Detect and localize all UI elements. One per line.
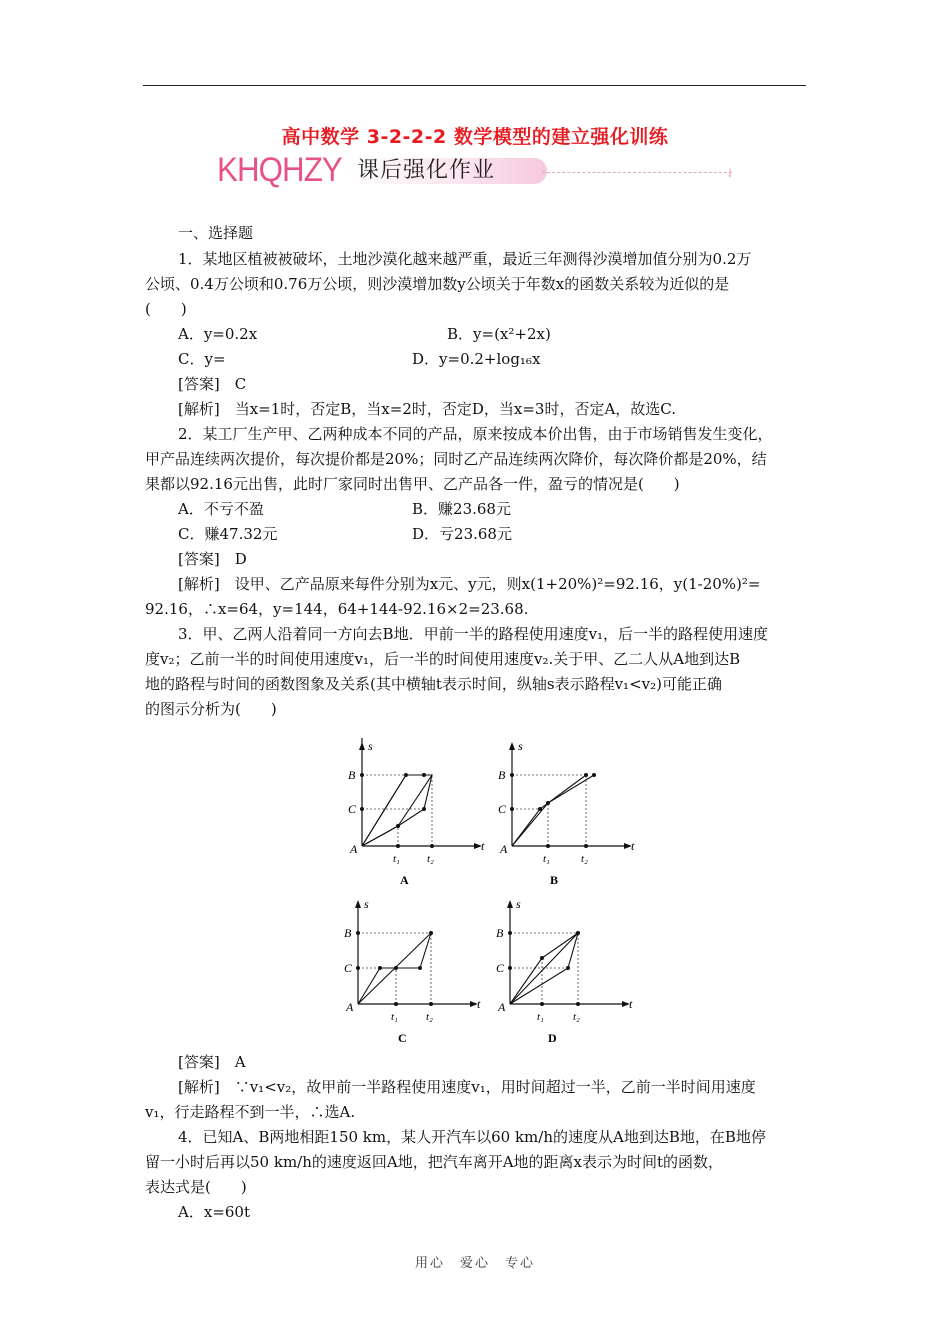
banner (217, 150, 737, 192)
q3-line2: 度v₂；乙前一半的时间使用速度v₁，后一半的时间使用速度v₂.关于甲、乙二人从A地到达B (145, 650, 741, 668)
q1-line2: 公顷、0.4万公顷和0.76万公顷，则沙漠增加数y公顷关于年数x的函数关系较为近似的是 (145, 275, 730, 293)
q4-line3: 表达式是( ) (145, 1178, 247, 1196)
header-rule (143, 85, 806, 86)
axis-t-label: t (629, 997, 633, 1011)
banner-dashed-line (542, 172, 732, 173)
q1-option-c: C．y= (178, 350, 226, 368)
label-a: A (346, 1000, 354, 1014)
caption-a: A (400, 873, 409, 886)
label-a: A (498, 1000, 506, 1014)
graph-b (490, 738, 640, 886)
caption-d: D (548, 1031, 557, 1044)
label-b: B (348, 768, 356, 782)
page-footer: 用心 爱心 专心 (414, 1256, 535, 1271)
q2-option-c: C．赚47.32元 (178, 525, 278, 543)
q2-answer: [答案] D (178, 550, 247, 568)
axis-s-label: s (516, 897, 521, 911)
axis-s-label: s (368, 739, 373, 753)
down-arrow-icon: ↓ (725, 166, 736, 180)
q2-analysis-line1: [解析] 设甲、乙产品原来每件分别为x元、y元，则x(1+20%)²=92.16，y(1-20%)²= (178, 575, 761, 593)
label-a: A (350, 842, 358, 856)
label-t1: t₁ (537, 1011, 544, 1023)
q2-line1: 2．某工厂生产甲、乙两种成本不同的产品，原来按成本价出售，由于市场销售发生变化， (178, 425, 773, 443)
q3-analysis-line2: v₁，行走路程不到一半，∴选A. (145, 1103, 356, 1121)
axis-s-label: s (364, 897, 369, 911)
q1-option-b: B．y=(x²+2x) (447, 325, 551, 343)
q2-option-d: D．亏23.68元 (412, 525, 512, 543)
graph-c (336, 896, 486, 1044)
graph-a (340, 738, 490, 886)
graph-d (488, 896, 638, 1044)
axis-t-label: t (481, 839, 485, 853)
q3-line3: 地的路程与时间的函数图象及关系(其中横轴t表示时间，纵轴s表示路程v₁<v₂)可能正确 (145, 675, 722, 693)
q2-option-a: A．不亏不盈 (178, 500, 264, 518)
label-c: C (348, 802, 357, 816)
q1-answer: [答案] C (178, 375, 247, 393)
q3-line1: 3．甲、乙两人沿着同一方向去B地．甲前一半的路程使用速度v₁，后一半的路程使用速度 (178, 625, 769, 643)
q2-line3: 果都以92.16元出售，此时厂家同时出售甲、乙产品各一件，盈亏的情况是( ) (145, 475, 680, 493)
q2-option-b: B．赚23.68元 (412, 500, 511, 518)
label-t1: t₁ (543, 853, 550, 865)
label-t2: t₂ (426, 1011, 433, 1023)
q3-line4: 的图示分析为( ) (145, 700, 277, 718)
label-a: A (500, 842, 508, 856)
axis-s-label: s (518, 739, 523, 753)
q4-line1: 4．已知A、B两地相距150 km，某人开汽车以60 km/h的速度从A地到达B地，在B地停 (178, 1128, 766, 1146)
q1-line1: 1．某地区植被被破坏，土地沙漠化越来越严重，最近三年测得沙漠增加值分别为0.2万 (178, 250, 752, 268)
label-c: C (498, 802, 507, 816)
caption-c: C (398, 1031, 407, 1044)
axis-t-label: t (477, 997, 481, 1011)
q3-answer: [答案] A (178, 1053, 246, 1071)
q4-option-a: A．x=60t (178, 1203, 250, 1221)
q3-analysis-line1: [解析] ∵v₁<v₂，故甲前一半路程使用速度v₁，用时间超过一半，乙前一半时间用速度 (178, 1078, 756, 1096)
label-t2: t₂ (573, 1011, 580, 1023)
label-b: B (344, 926, 352, 940)
caption-b: B (550, 873, 559, 886)
q2-line2: 甲产品连续两次提价，每次提价都是20%；同时乙产品连续两次降价，每次降价都是20%，结 (145, 450, 767, 468)
q1-option-d: D．y=0.2+log₁₆x (412, 350, 541, 368)
label-t1: t₁ (391, 1011, 398, 1023)
q4-line2: 留一小时后再以50 km/h的速度返回A地，把汽车离开A地的距离x表示为时间t的函数， (145, 1153, 724, 1171)
q1-line3: ( ) (145, 300, 187, 318)
q2-analysis-line2: 92.16，∴x=64，y=144，64+144-92.16×2=23.68. (145, 600, 529, 618)
label-t1: t₁ (393, 853, 400, 865)
label-b: B (496, 926, 504, 940)
banner-logo: KHQHZY (217, 151, 342, 189)
banner-subtitle: 课后强化作业 (357, 158, 496, 183)
label-t2: t₂ (581, 853, 588, 865)
q1-option-a: A．y=0.2x (178, 325, 258, 343)
label-c: C (344, 961, 353, 975)
label-c: C (496, 961, 505, 975)
page-title: 高中数学 3-2-2-2 数学模型的建立强化训练 (281, 126, 669, 148)
section-heading: 一、选择题 (178, 224, 254, 242)
label-b: B (498, 768, 506, 782)
label-t2: t₂ (427, 853, 434, 865)
q1-analysis: [解析] 当x=1时，否定B，当x=2时，否定D，当x=3时，否定A，故选C. (178, 400, 677, 418)
axis-t-label: t (631, 839, 635, 853)
